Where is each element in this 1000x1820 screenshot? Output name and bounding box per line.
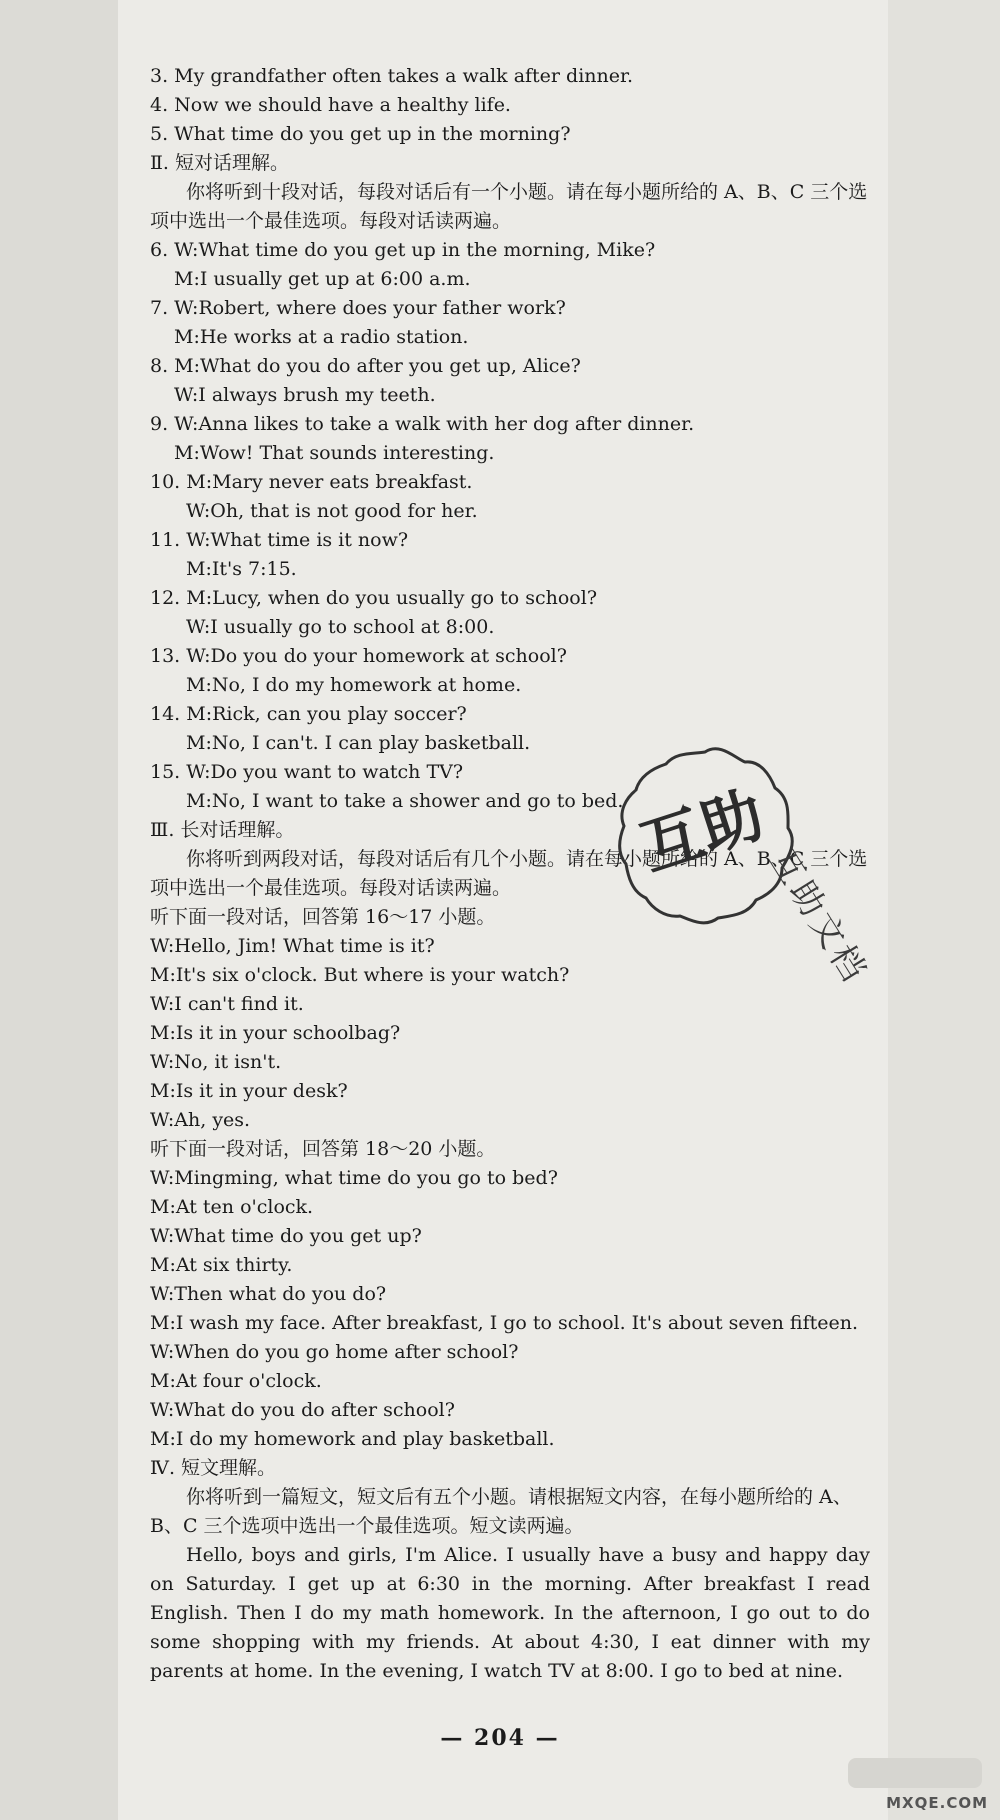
- dialogue-line: M:I do my homework and play basketball.: [150, 1428, 555, 1450]
- dialogue-line: M:Wow! That sounds interesting.: [174, 442, 495, 464]
- dialogue-line: 10. M:Mary never eats breakfast.: [150, 471, 473, 493]
- dialogue-line: M:No, I can't. I can play basketball.: [186, 732, 531, 754]
- section-instruction: 你将听到十段对话，每段对话后有一个小题。请在每小题所给的 A、B、C 三个选项中选出一个最佳选项。每段对话读两遍。: [150, 181, 868, 232]
- dialogue-line: W:Mingming, what time do you go to bed?: [150, 1167, 558, 1189]
- dialogue-line: W:What do you do after school?: [150, 1399, 455, 1421]
- page-number: — 204 —: [440, 1725, 560, 1751]
- dialogue-line: M:No, I do my homework at home.: [186, 674, 522, 696]
- text-line: 5. What time do you get up in the morning?: [150, 123, 571, 145]
- dialogue-line: M:At four o'clock.: [150, 1370, 322, 1392]
- dialogue-line: 7. W:Robert, where does your father work?: [150, 297, 566, 319]
- section-title: Ⅲ. 长对话理解。: [150, 819, 295, 841]
- section-instruction: 你将听到两段对话，每段对话后有几个小题。请在每小题所给的 A、B、C 三个选项中选出一个最佳选项。每段对话读两遍。: [150, 848, 868, 899]
- dialogue-line: W:I usually go to school at 8:00.: [186, 616, 495, 638]
- dialogue-line: M:It's 7:15.: [186, 558, 297, 580]
- dialogue-line: W:Hello, Jim! What time is it?: [150, 935, 435, 957]
- dialogue-line: 13. W:Do you do your homework at school?: [150, 645, 567, 667]
- dialogue-line: M:It's six o'clock. But where is your watch?: [150, 964, 570, 986]
- dialogue-line: W:I can't find it.: [150, 993, 304, 1015]
- dialogue-line: 12. M:Lucy, when do you usually go to school?: [150, 587, 598, 609]
- dialogue-line: M:He works at a radio station.: [174, 326, 469, 348]
- stamp-seal: [610, 740, 800, 930]
- dialogue-line: M:I usually get up at 6:00 a.m.: [174, 268, 471, 290]
- passage-text: Hello, boys and girls, I'm Alice. I usually have a busy and happy day on Saturday. I get up at 6:30 in the morning. After breakfast I read English. Then I do my math homework. In the afternoon, I go out to do some shopping with my friends. At about 4:30, I eat dinner with my parents at home. In the evening, I watch TV at 8:00. I go to bed at nine.: [150, 1544, 870, 1682]
- section-instruction: 你将听到一篇短文，短文后有五个小题。请根据短文内容，在每小题所给的 A、B、C 三个选项中选出一个最佳选项。短文读两遍。: [150, 1486, 852, 1537]
- dialogue-line: M:No, I want to take a shower and go to bed.: [186, 790, 624, 812]
- dialogue-line: W:Oh, that is not good for her.: [186, 500, 478, 522]
- section-title: Ⅳ. 短文理解。: [150, 1457, 277, 1479]
- dialogue-line: W:When do you go home after school?: [150, 1341, 519, 1363]
- text-line: 3. My grandfather often takes a walk after dinner.: [150, 65, 634, 87]
- dialogue-line: W:Ah, yes.: [150, 1109, 251, 1131]
- dialogue-line: 15. W:Do you want to watch TV?: [150, 761, 464, 783]
- dialogue-line: 11. W:What time is it now?: [150, 529, 409, 551]
- dialogue-line: W:I always brush my teeth.: [174, 384, 436, 406]
- dialogue-line: 6. W:What time do you get up in the morning, Mike?: [150, 239, 656, 261]
- right-margin-strip: [888, 0, 1000, 1820]
- watermark-text: MXQE.COM: [886, 1794, 988, 1812]
- dialogue-line: M:At six thirty.: [150, 1254, 293, 1276]
- dialogue-header: 听下面一段对话，回答第 16～17 小题。: [150, 906, 496, 928]
- dialogue-line: 14. M:Rick, can you play soccer?: [150, 703, 467, 725]
- section-title: Ⅱ. 短对话理解。: [150, 152, 289, 174]
- text-line: 4. Now we should have a healthy life.: [150, 94, 511, 116]
- dialogue-line: M:I wash my face. After breakfast, I go to school. It's about seven fifteen.: [150, 1312, 859, 1334]
- dialogue-header: 听下面一段对话，回答第 18～20 小题。: [150, 1138, 496, 1160]
- stamp-center-text: 互助: [631, 777, 773, 885]
- dialogue-line: M:Is it in your desk?: [150, 1080, 348, 1102]
- dialogue-line: W:Then what do you do?: [150, 1283, 387, 1305]
- dialogue-line: M:At ten o'clock.: [150, 1196, 314, 1218]
- dialogue-line: W:What time do you get up?: [150, 1225, 422, 1247]
- dialogue-line: 9. W:Anna likes to take a walk with her dog after dinner.: [150, 413, 695, 435]
- left-margin-strip: [0, 0, 118, 1820]
- dialogue-line: W:No, it isn't.: [150, 1051, 282, 1073]
- stamp-side-text: 互助文档: [760, 841, 876, 992]
- dialogue-line: M:Is it in your schoolbag?: [150, 1022, 401, 1044]
- dialogue-line: 8. M:What do you do after you get up, Alice?: [150, 355, 581, 377]
